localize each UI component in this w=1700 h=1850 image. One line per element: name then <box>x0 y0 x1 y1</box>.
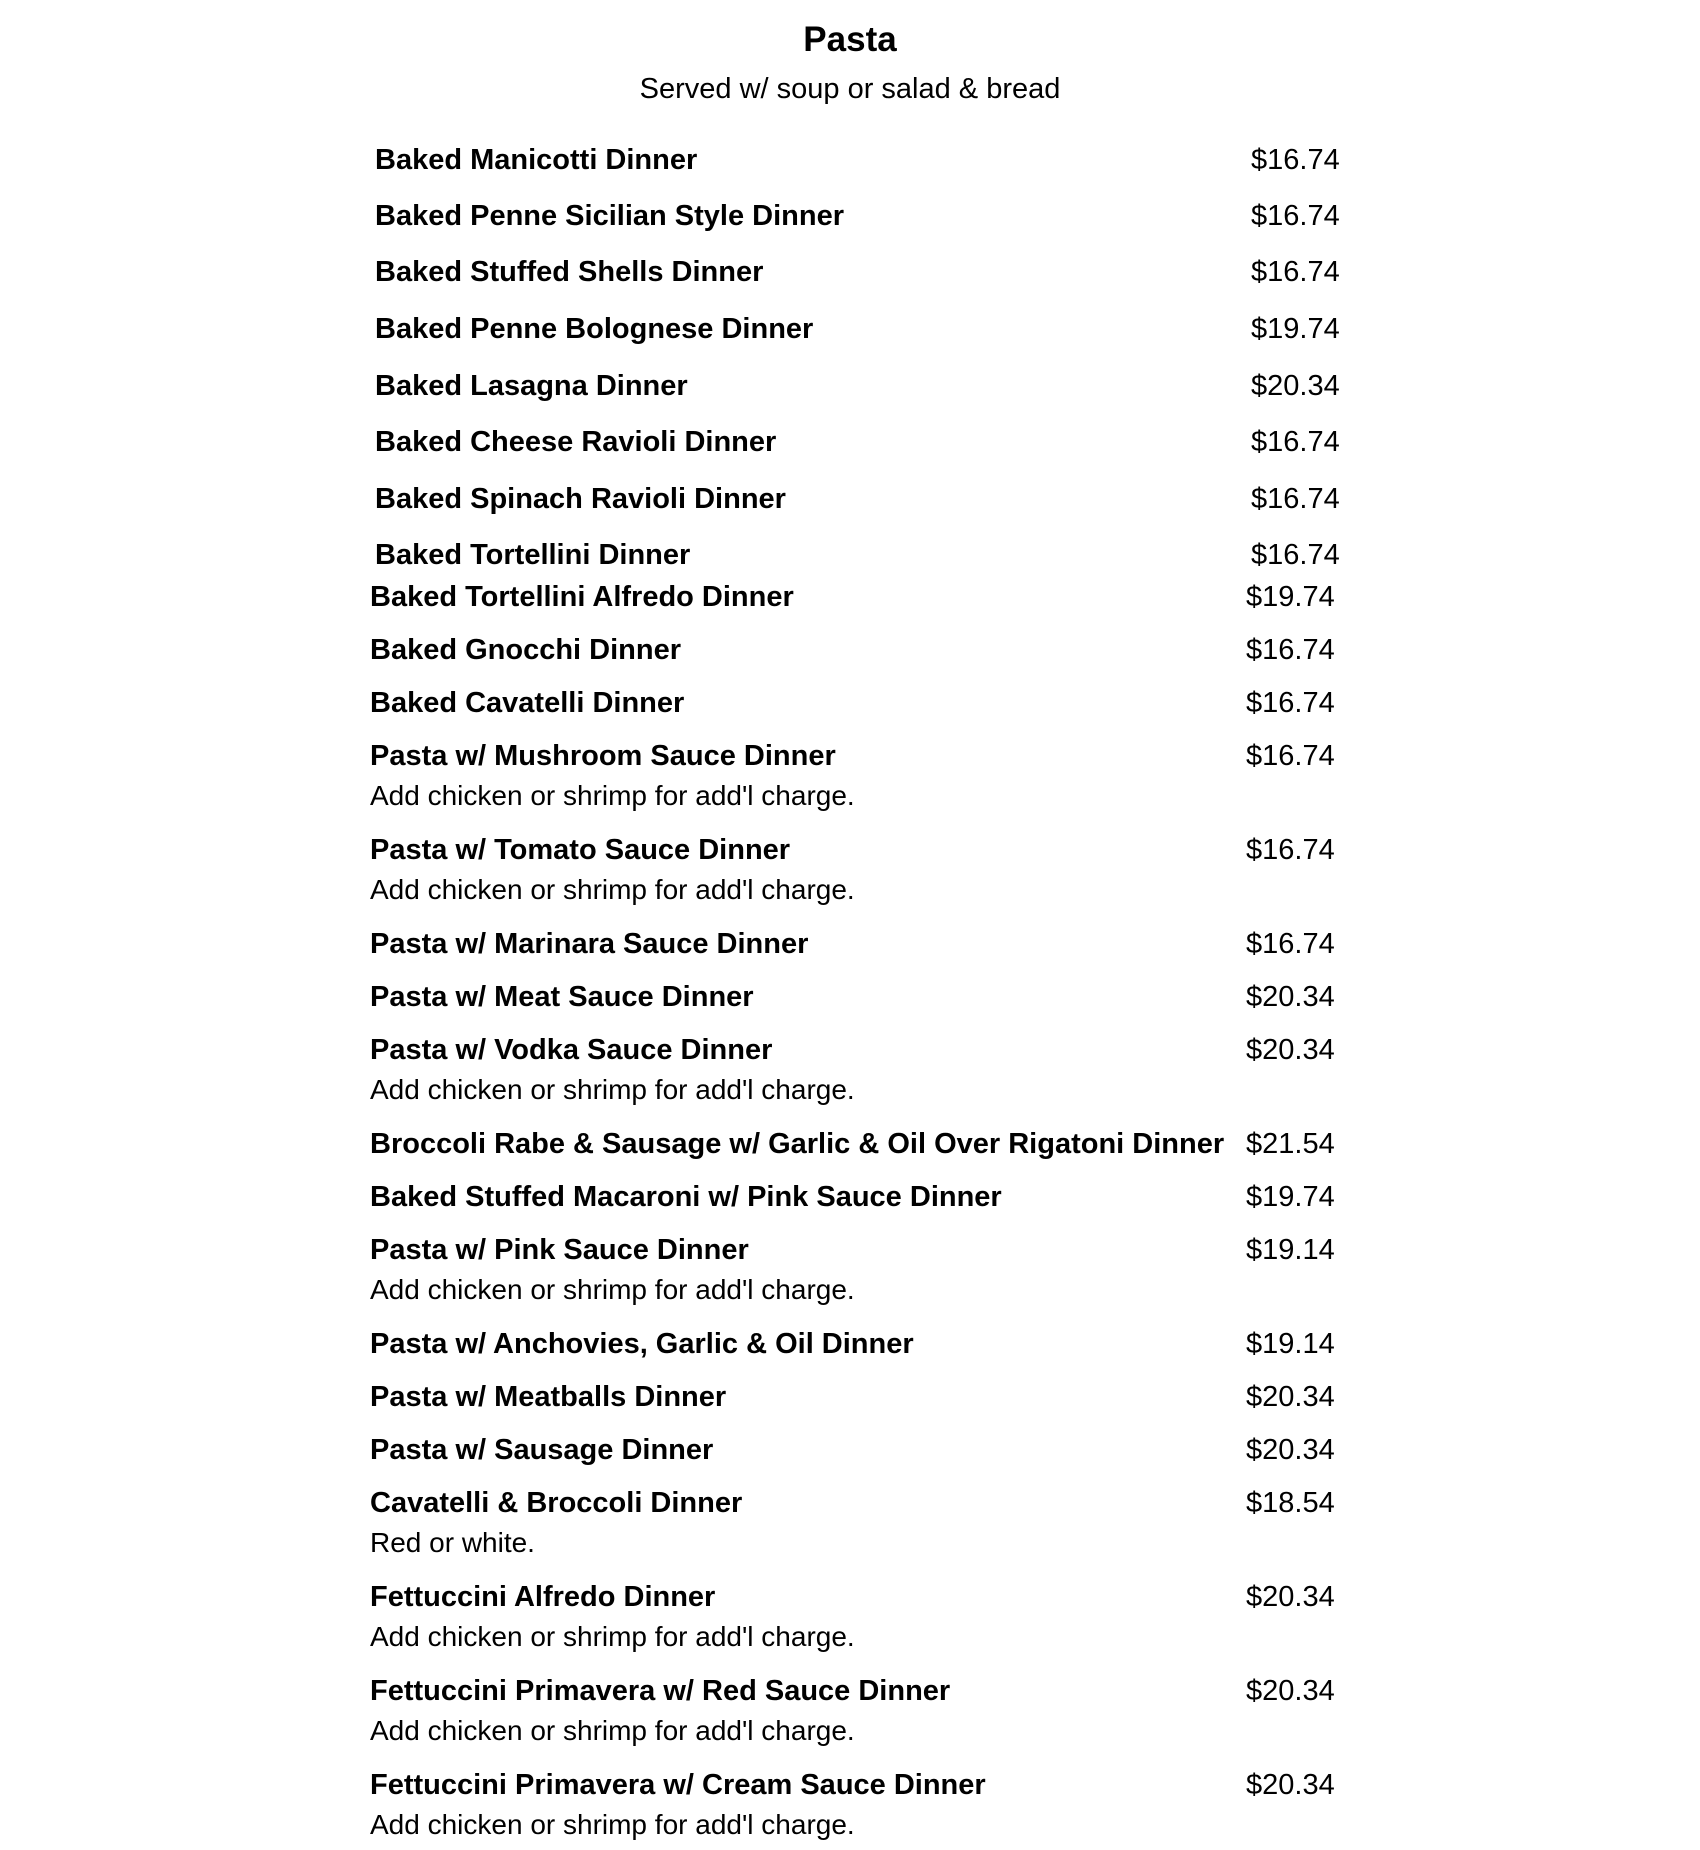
menu-item-price: $20.34 <box>1246 1675 1335 1707</box>
menu-item-price: $19.74 <box>1246 581 1335 613</box>
menu-item-price: $20.34 <box>1246 1769 1335 1801</box>
menu-item-name: Pasta w/ Meat Sauce Dinner <box>370 981 754 1013</box>
menu-item-name: Baked Cavatelli Dinner <box>370 687 685 719</box>
menu-item-name: Baked Cheese Ravioli Dinner <box>375 426 777 458</box>
menu-item-name: Pasta w/ Mushroom Sauce Dinner <box>370 740 836 772</box>
menu-item-name: Fettuccini Primavera w/ Red Sauce Dinner <box>370 1675 951 1707</box>
menu-item-name: Baked Spinach Ravioli Dinner <box>375 483 786 515</box>
menu-item-note: Add chicken or shrimp for add'l charge. <box>370 874 855 905</box>
menu-item-name: Pasta w/ Sausage Dinner <box>370 1434 714 1466</box>
menu-item-name: Fettuccini Alfredo Dinner <box>370 1581 716 1613</box>
menu-item-price: $20.34 <box>1246 1434 1335 1466</box>
menu-item-name: Broccoli Rabe & Sausage w/ Garlic & Oil Over Rigatoni Dinner <box>370 1128 1225 1160</box>
menu-item-name: Pasta w/ Meatballs Dinner <box>370 1381 727 1413</box>
menu-item-note: Add chicken or shrimp for add'l charge. <box>370 1621 855 1652</box>
menu-item-name: Cavatelli & Broccoli Dinner <box>370 1487 743 1519</box>
menu-item-price: $16.74 <box>1246 928 1335 960</box>
menu-item-price: $19.74 <box>1251 313 1340 345</box>
menu-item-price: $16.74 <box>1251 539 1340 571</box>
menu-item-price: $16.74 <box>1246 740 1335 772</box>
menu-item-note: Add chicken or shrimp for add'l charge. <box>370 1809 855 1840</box>
menu-item-price: $20.34 <box>1251 370 1340 402</box>
menu-item-name: Baked Penne Sicilian Style Dinner <box>375 200 844 232</box>
menu-item-name: Baked Lasagna Dinner <box>375 370 688 402</box>
menu-item-price: $16.74 <box>1246 834 1335 866</box>
menu-item-name: Baked Stuffed Shells Dinner <box>375 256 764 288</box>
menu-item-price: $20.34 <box>1246 1034 1335 1066</box>
menu-item-name: Fettuccini Primavera w/ Cream Sauce Dinner <box>370 1769 986 1801</box>
menu-item-price: $18.54 <box>1246 1487 1335 1519</box>
menu-item-price: $19.14 <box>1246 1234 1335 1266</box>
menu-item-name: Baked Tortellini Alfredo Dinner <box>370 581 794 613</box>
menu-item-name: Pasta w/ Tomato Sauce Dinner <box>370 834 791 866</box>
menu-item-price: $20.34 <box>1246 1581 1335 1613</box>
menu-item-price: $16.74 <box>1251 256 1340 288</box>
menu-item-note: Red or white. <box>370 1527 535 1558</box>
menu-item-price: $16.74 <box>1251 483 1340 515</box>
menu-item-note: Add chicken or shrimp for add'l charge. <box>370 1715 855 1746</box>
menu-item-price: $19.14 <box>1246 1328 1335 1360</box>
menu-item-name: Baked Penne Bolognese Dinner <box>375 313 814 345</box>
menu-item-price: $21.54 <box>1246 1128 1335 1160</box>
menu-item-note: Add chicken or shrimp for add'l charge. <box>370 780 855 811</box>
menu-item-price: $16.74 <box>1251 426 1340 458</box>
menu-item-price: $16.74 <box>1251 144 1340 176</box>
menu-item-name: Pasta w/ Pink Sauce Dinner <box>370 1234 749 1266</box>
menu-item-name: Pasta w/ Anchovies, Garlic & Oil Dinner <box>370 1328 914 1360</box>
menu-item-name: Baked Tortellini Dinner <box>375 539 691 571</box>
menu-item-price: $16.74 <box>1246 687 1335 719</box>
menu-item-price: $16.74 <box>1251 200 1340 232</box>
menu-item-note: Add chicken or shrimp for add'l charge. <box>370 1074 855 1105</box>
page-title: Pasta <box>803 20 897 59</box>
menu-item-name: Baked Gnocchi Dinner <box>370 634 682 666</box>
menu-item-name: Baked Manicotti Dinner <box>375 144 698 176</box>
menu-item-note: Add chicken or shrimp for add'l charge. <box>370 1274 855 1305</box>
menu-item-price: $19.74 <box>1246 1181 1335 1213</box>
page-subtitle: Served w/ soup or salad & bread <box>639 73 1061 105</box>
menu-item-price: $20.34 <box>1246 1381 1335 1413</box>
menu-item-price: $20.34 <box>1246 981 1335 1013</box>
menu-item-name: Baked Stuffed Macaroni w/ Pink Sauce Dinner <box>370 1181 1002 1213</box>
menu-item-name: Pasta w/ Vodka Sauce Dinner <box>370 1034 773 1066</box>
menu-item-name: Pasta w/ Marinara Sauce Dinner <box>370 928 809 960</box>
menu-item-price: $16.74 <box>1246 634 1335 666</box>
